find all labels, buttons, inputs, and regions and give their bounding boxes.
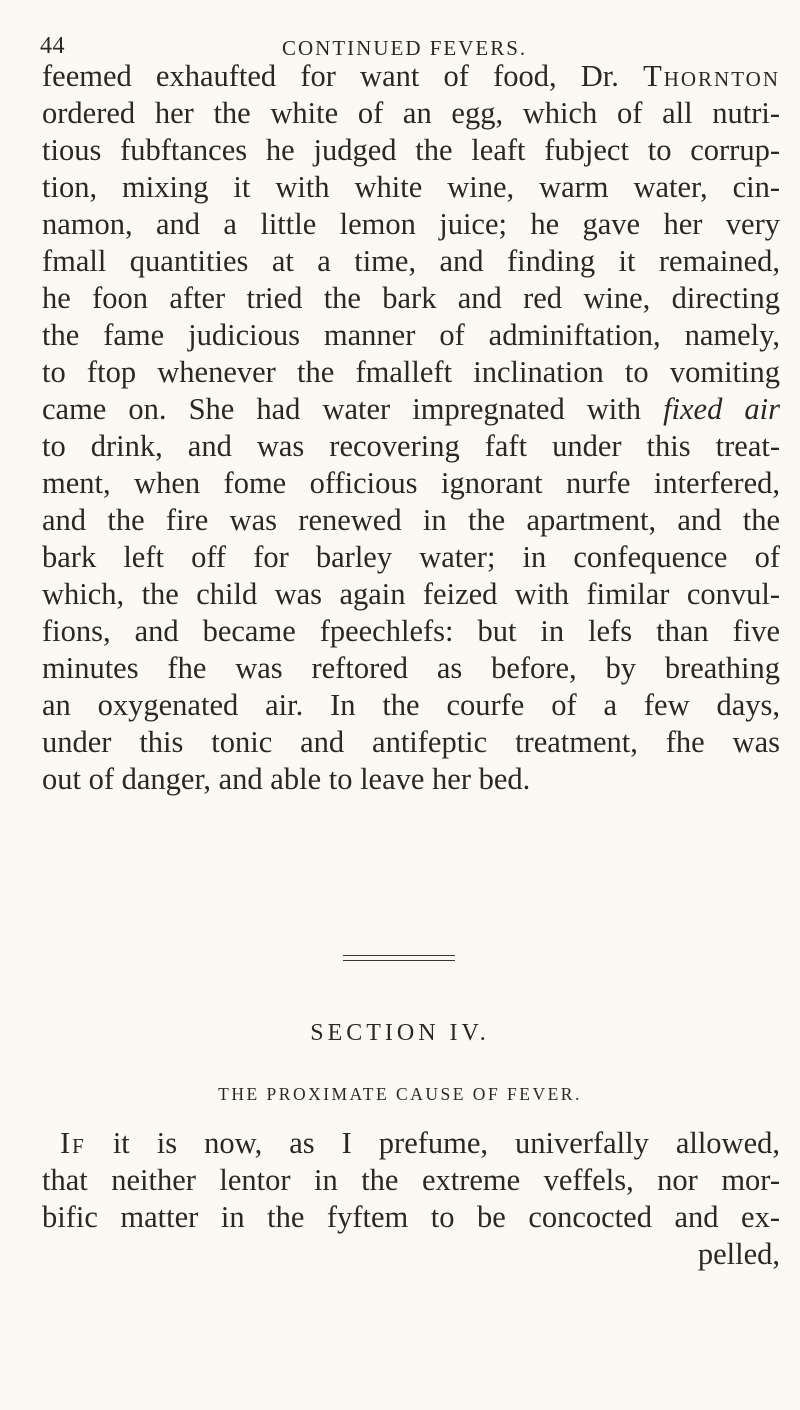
paragraph-line: pelled, (697, 1237, 780, 1271)
paragraph-line: namon, and a little lemon juice; he gave her very (42, 207, 780, 241)
paragraph-line: tion, mixing it with white wine, warm water, cin- (42, 170, 780, 204)
paragraph-line (60, 1125, 780, 1161)
page-number: 44 (40, 33, 65, 59)
paragraph-line: bific matter in the fyftem to be concocted and ex- (42, 1200, 780, 1234)
paragraph-line: which, the child was again feized with fimilar convul- (42, 577, 780, 611)
paragraph-line: the fame judicious manner of adminiftation, namely, (42, 318, 780, 352)
paragraph-line: fmall quantities at a time, and finding it remained, (42, 244, 780, 278)
paragraph-line: under this tonic and antifeptic treatment, fhe was (42, 725, 780, 759)
paragraph-line: minutes fhe was reftored as before, by breathing (42, 651, 780, 685)
line-text: came on. She had water impregnated with (42, 392, 664, 426)
section-heading: SECTION IV. (310, 1020, 490, 1046)
paragraph-line: fions, and became fpeechlefs: but in lefs than five (42, 614, 780, 648)
running-head: CONTINUED FEVERS. (282, 36, 528, 60)
paragraph-line: ordered her the white of an egg, which of all nutri- (42, 96, 780, 130)
paragraph-line: an oxygenated air. In the courfe of a few days, (42, 688, 780, 722)
drop-word: If (60, 1126, 86, 1160)
section-title: THE PROXIMATE CAUSE OF FEVER. (218, 1084, 582, 1104)
paragraph-line: to ftop whenever the fmalleft inclination to vomiting (42, 355, 780, 389)
paragraph-line (42, 391, 780, 427)
section-divider-rule (343, 955, 455, 956)
line-text: feemed exhaufted for want of food, Dr. (42, 59, 644, 93)
paragraph-line: out of danger, and able to leave her bed. (42, 762, 531, 796)
paragraph-line: ment, when fome officious ignorant nurfe interfered, (42, 466, 780, 500)
paragraph-line: to drink, and was recovering faft under this treat- (42, 429, 780, 463)
line-text: it is now, as I prefume, univerfally allowed, (85, 1126, 780, 1160)
section-divider-rule (343, 960, 455, 961)
paragraph-line: that neither lentor in the extreme veffels, nor mor- (42, 1163, 780, 1197)
paragraph-line: tious fubftances he judged the leaft fubject to corrup- (42, 133, 780, 167)
doctor-name: Thornton (643, 59, 780, 93)
paragraph-line (42, 58, 780, 94)
paragraph-line: and the fire was renewed in the apartment, and the (42, 503, 780, 537)
paragraph-line: bark left off for barley water; in confequence of (42, 540, 780, 574)
italic-phrase: fixed air (663, 392, 780, 426)
paragraph-line: he foon after tried the bark and red wine, directing (42, 281, 780, 315)
